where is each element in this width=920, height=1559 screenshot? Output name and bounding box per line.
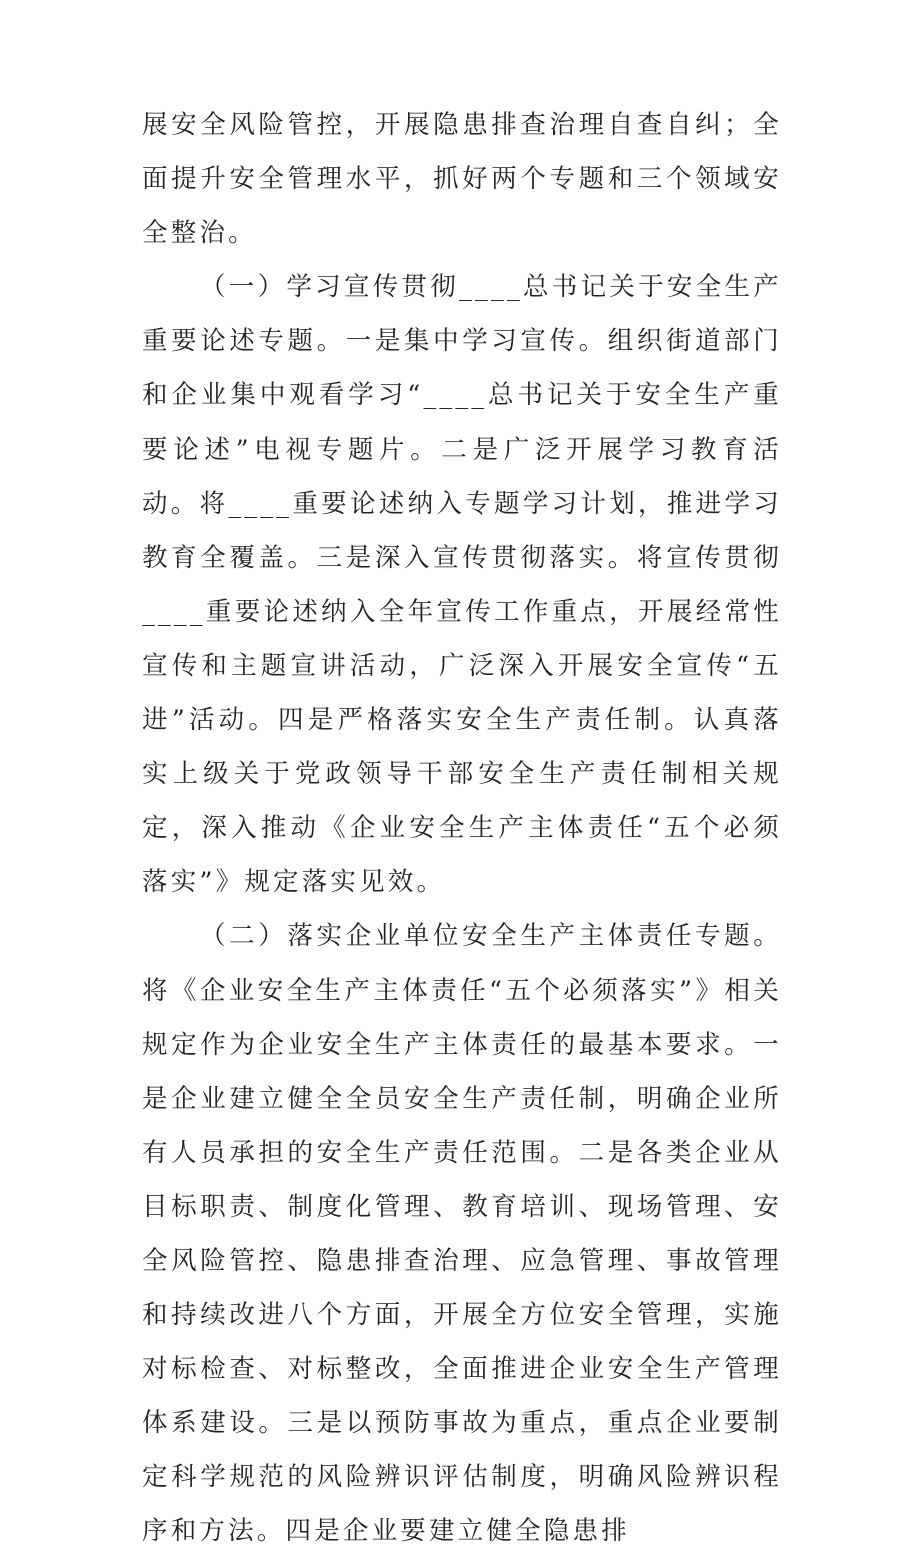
paragraph-section-1: （一）学习宣传贯彻____总书记关于安全生产重要论述专题。一是集中学习宣传。组织街道部门和企业集中观看学习“____总书记关于安全生产重要论述”电视专题片。二是广泛开展学习教育活动。将____重要论述纳入专题学习计划，推进学习教育全覆盖。三是深入宣传贯彻落实。将宣传贯彻____重要论述纳入全年宣传工作重点，开展经常性宣传和主题宣讲活动，广泛深入开展安全宣传“五进”活动。四是严格落实安全生产责任制。认真落实上级关于党政领导干部安全生产责任制相关规定，深入推动《企业安全生产主体责任“五个必须落实”》规定落实见效。 xyxy=(142,272,782,898)
paragraph-section-2: （二）落实企业单位安全生产主体责任专题。将《企业安全生产主体责任“五个必须落实”》相关规定作为企业安全生产主体责任的最基本要求。一是企业建立健全全员安全生产责任制，明确企业所有人员承担的安全生产责任范围。二是各类企业从目标职责、制度化管理、教育培训、现场管理、安全风险管控、隐患排查治理、应急管理、事故管理和持续改进八个方面，开展全方位安全管理，实施对标检查、对标整改，全面推进企业安全生产管理体系建设。三是以预防事故为重点，重点企业要制定科学规范的风险辨识评估制度，明确风险辨识程序和方法。四是企业要建立健全隐患排 xyxy=(142,921,782,1547)
paragraph-continuation: 展安全风险管控，开展隐患排查治理自查自纠；全面提升安全管理水平，抓好两个专题和三个领域安全整治。 xyxy=(142,110,782,249)
document-body xyxy=(142,98,782,1559)
